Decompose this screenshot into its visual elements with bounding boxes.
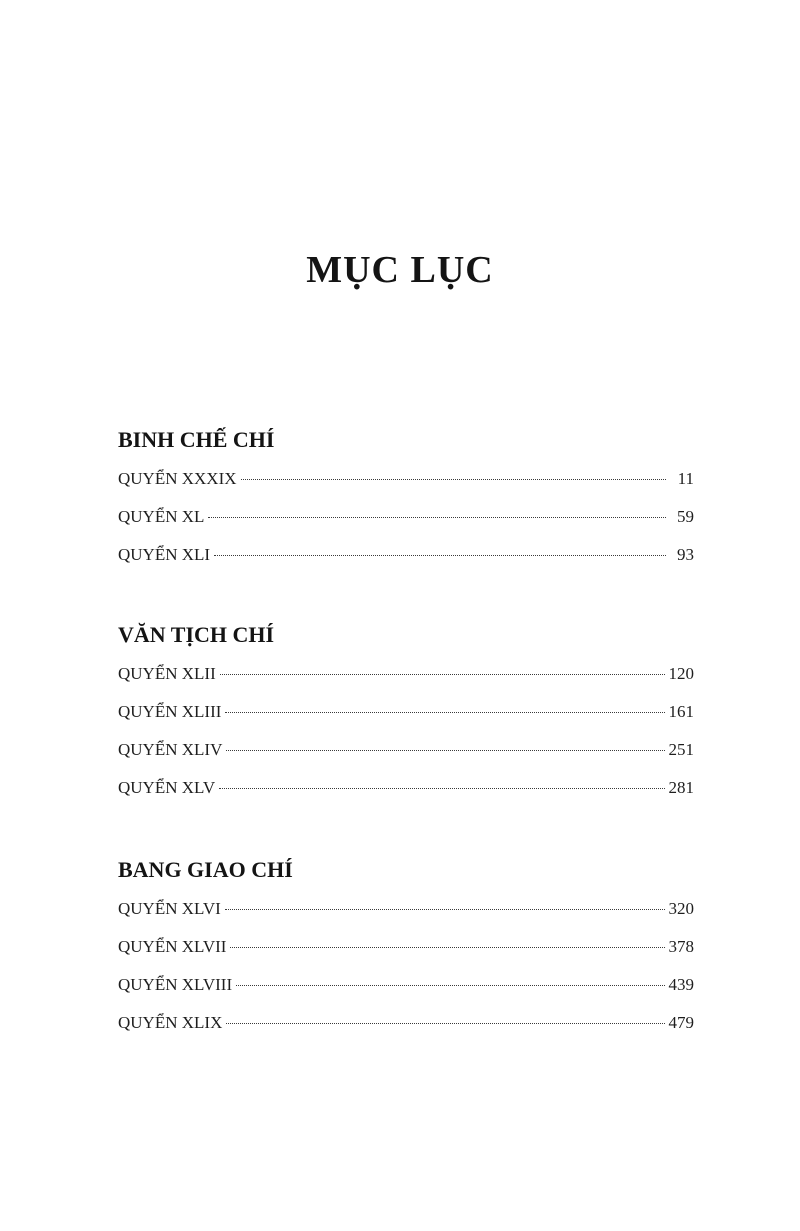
page-title: MỤC LỤC — [306, 249, 494, 291]
entry-label: QUYỂN XLVII — [118, 937, 227, 956]
toc-entry[interactable] — [118, 498, 694, 536]
section-heading: VĂN TỊCH CHÍ — [118, 622, 275, 647]
dot-leader — [208, 517, 666, 518]
entry-page-number: 281 — [668, 778, 694, 797]
toc-section-binh-che-chi — [118, 422, 694, 574]
entry-page-number: 11 — [677, 469, 694, 488]
entry-label: QUYỂN XLIX — [118, 1013, 223, 1032]
entry-label: QUYỂN XLIV — [118, 740, 223, 759]
entry-label: QUYỂN XXXIX — [118, 469, 237, 488]
dot-leader — [225, 712, 664, 713]
entry-page-number: 93 — [677, 545, 694, 564]
toc-entry[interactable] — [118, 460, 694, 498]
toc-entry[interactable] — [118, 731, 694, 769]
dot-leader — [230, 947, 664, 948]
entry-label: QUYỂN XLV — [118, 778, 216, 797]
toc-entry[interactable] — [118, 1004, 694, 1042]
section-heading: BANG GIAO CHÍ — [118, 857, 293, 882]
dot-leader — [219, 788, 664, 789]
toc-section-bang-giao-chi — [118, 852, 694, 1042]
entry-page-number: 378 — [668, 937, 694, 956]
entry-label: QUYỂN XLVIII — [118, 975, 233, 994]
entry-page-number: 320 — [668, 899, 694, 918]
dot-leader — [226, 750, 664, 751]
dot-leader — [220, 674, 665, 675]
toc-section-van-tich-chi — [118, 617, 694, 807]
entry-page-number: 59 — [677, 507, 694, 526]
toc-entry[interactable] — [118, 890, 694, 928]
entry-label: QUYỂN XL — [118, 507, 205, 526]
dot-leader — [241, 479, 666, 480]
dot-leader — [236, 985, 664, 986]
entry-label: QUYỂN XLIII — [118, 702, 222, 721]
entry-label: QUYỂN XLII — [118, 664, 216, 683]
entry-page-number: 120 — [668, 664, 694, 683]
entry-page-number: 439 — [668, 975, 694, 994]
entry-label: QUYỂN XLI — [118, 545, 211, 564]
entry-page-number: 479 — [668, 1013, 694, 1032]
toc-entry[interactable] — [118, 966, 694, 1004]
entry-page-number: 251 — [668, 740, 694, 759]
toc-entry[interactable] — [118, 769, 694, 807]
entry-page-number: 161 — [668, 702, 694, 721]
dot-leader — [214, 555, 666, 556]
entry-label: QUYỂN XLVI — [118, 899, 221, 918]
toc-entry[interactable] — [118, 655, 694, 693]
toc-entry[interactable] — [118, 536, 694, 574]
dot-leader — [225, 909, 665, 910]
toc-entry[interactable] — [118, 928, 694, 966]
dot-leader — [226, 1023, 664, 1024]
toc-entry[interactable] — [118, 693, 694, 731]
section-heading: BINH CHẾ CHÍ — [118, 427, 275, 452]
